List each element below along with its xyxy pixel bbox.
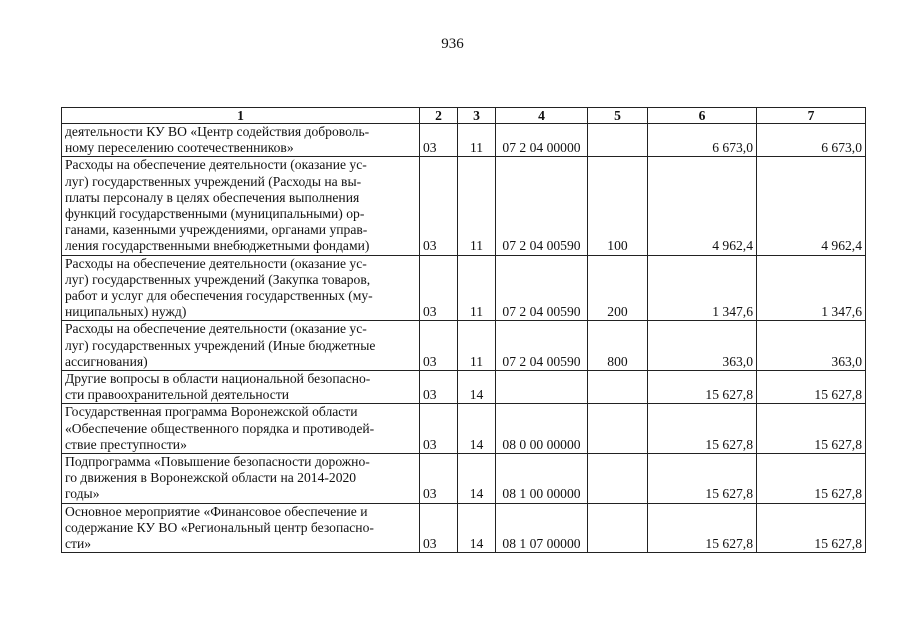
subsection-code-cell: 14 xyxy=(458,503,496,553)
header-cell: 6 xyxy=(648,108,757,124)
expense-type-cell: 100 xyxy=(588,157,648,255)
row-name-line: «Обеспечение общественного порядка и противодей- xyxy=(65,420,375,436)
amount-cell: 6 673,0 xyxy=(648,124,757,157)
row-name-cell xyxy=(62,255,420,321)
row-name-line: Расходы на обеспечение деятельности (оказание ус- xyxy=(65,157,367,173)
subsection-code-cell: 11 xyxy=(458,157,496,255)
row-name-line: работ и услуг для обеспечения государственных (му- xyxy=(65,288,373,304)
header-cell: 5 xyxy=(588,108,648,124)
target-article-cell: 07 2 04 00590 xyxy=(496,157,588,255)
section-code-cell: 03 xyxy=(420,321,458,371)
row-name-line: платы персоналу в целях обеспечения выполнения xyxy=(65,189,360,205)
table-row xyxy=(62,404,866,454)
target-article-cell: 08 0 00 00000 xyxy=(496,404,588,454)
table-row xyxy=(62,454,866,504)
section-code-cell: 03 xyxy=(420,124,458,157)
table-row xyxy=(62,124,866,157)
budget-table xyxy=(61,107,866,553)
row-name-line: сти» xyxy=(65,536,92,552)
expense-type-cell xyxy=(588,371,648,404)
amount-cell: 15 627,8 xyxy=(648,404,757,454)
section-code-cell: 03 xyxy=(420,255,458,321)
amount-cell: 6 673,0 xyxy=(757,124,866,157)
amount-cell: 15 627,8 xyxy=(648,503,757,553)
table-row xyxy=(62,503,866,553)
section-code-cell: 03 xyxy=(420,404,458,454)
row-name-line: ному переселению соотечественников» xyxy=(65,140,294,156)
target-article-cell: 07 2 04 00590 xyxy=(496,255,588,321)
row-name-cell xyxy=(62,503,420,553)
header-cell: 4 xyxy=(496,108,588,124)
amount-cell: 1 347,6 xyxy=(648,255,757,321)
row-name-line: ления государственными внебюджетными фондами) xyxy=(65,238,370,254)
expense-type-cell: 800 xyxy=(588,321,648,371)
subsection-code-cell: 11 xyxy=(458,124,496,157)
row-name-line: луг) государственных учреждений (Иные бюджетные xyxy=(65,337,376,353)
row-name-line: деятельности КУ ВО «Центр содействия доброволь- xyxy=(65,124,370,139)
amount-cell: 363,0 xyxy=(757,321,866,371)
row-name-line: Расходы на обеспечение деятельности (оказание ус- xyxy=(65,321,367,337)
header-cell: 2 xyxy=(420,108,458,124)
table-row xyxy=(62,321,866,371)
subsection-code-cell: 14 xyxy=(458,404,496,454)
row-name-line: ганами, казенными учреждениями, органами управ- xyxy=(65,222,368,238)
row-name-line: Основное мероприятие «Финансовое обеспечение и xyxy=(65,503,368,519)
expense-type-cell xyxy=(588,404,648,454)
expense-type-cell xyxy=(588,454,648,504)
row-name-line: ассигнования) xyxy=(65,353,148,369)
row-name-cell xyxy=(62,124,420,157)
row-name-cell xyxy=(62,371,420,404)
row-name-line: сти правоохранительной деятельности xyxy=(65,387,290,403)
row-name-line: Расходы на обеспечение деятельности (оказание ус- xyxy=(65,255,367,271)
header-cell: 7 xyxy=(757,108,866,124)
section-code-cell: 03 xyxy=(420,454,458,504)
header-cell: 3 xyxy=(458,108,496,124)
table-body xyxy=(62,124,866,553)
section-code-cell: 03 xyxy=(420,157,458,255)
section-code-cell: 03 xyxy=(420,371,458,404)
table-row xyxy=(62,371,866,404)
row-name-cell xyxy=(62,157,420,255)
page-number: 936 xyxy=(441,36,464,52)
table-row xyxy=(62,157,866,255)
row-name-line: го движения в Воронежской области на 2014-2020 xyxy=(65,470,357,486)
row-name-line: Подпрограмма «Повышение безопасности дорожно- xyxy=(65,454,370,470)
subsection-code-cell: 11 xyxy=(458,255,496,321)
amount-cell: 15 627,8 xyxy=(648,454,757,504)
header-row xyxy=(62,108,866,124)
amount-cell: 15 627,8 xyxy=(757,503,866,553)
table-row xyxy=(62,255,866,321)
amount-cell: 15 627,8 xyxy=(757,454,866,504)
amount-cell: 4 962,4 xyxy=(648,157,757,255)
row-name-line: годы» xyxy=(65,486,100,502)
row-name-line: луг) государственных учреждений (Закупка товаров, xyxy=(65,271,371,287)
row-name-line: ниципальных) нужд) xyxy=(65,304,187,320)
header-cell: 1 xyxy=(62,108,420,124)
subsection-code-cell: 11 xyxy=(458,321,496,371)
row-name-line: луг) государственных учреждений (Расходы на вы- xyxy=(65,173,362,189)
subsection-code-cell: 14 xyxy=(458,454,496,504)
amount-cell: 363,0 xyxy=(648,321,757,371)
amount-cell: 4 962,4 xyxy=(757,157,866,255)
section-code-cell: 03 xyxy=(420,503,458,553)
row-name-line: функций государственными (муниципальными) ор- xyxy=(65,206,365,222)
row-name-line: содержание КУ ВО «Региональный центр безопасно- xyxy=(65,519,374,535)
amount-cell: 15 627,8 xyxy=(757,404,866,454)
row-name-line: Другие вопросы в области национальной безопасно- xyxy=(65,371,371,387)
amount-cell: 15 627,8 xyxy=(648,371,757,404)
expense-type-cell xyxy=(588,503,648,553)
target-article-cell xyxy=(496,371,588,404)
row-name-line: ствие преступности» xyxy=(65,436,187,452)
amount-cell: 1 347,6 xyxy=(757,255,866,321)
row-name-cell xyxy=(62,454,420,504)
expense-type-cell: 200 xyxy=(588,255,648,321)
target-article-cell: 07 2 04 00000 xyxy=(496,124,588,157)
row-name-cell xyxy=(62,321,420,371)
subsection-code-cell: 14 xyxy=(458,371,496,404)
amount-cell: 15 627,8 xyxy=(757,371,866,404)
row-name-line: Государственная программа Воронежской области xyxy=(65,404,358,420)
expense-type-cell xyxy=(588,124,648,157)
row-name-cell xyxy=(62,404,420,454)
target-article-cell: 08 1 00 00000 xyxy=(496,454,588,504)
target-article-cell: 07 2 04 00590 xyxy=(496,321,588,371)
target-article-cell: 08 1 07 00000 xyxy=(496,503,588,553)
